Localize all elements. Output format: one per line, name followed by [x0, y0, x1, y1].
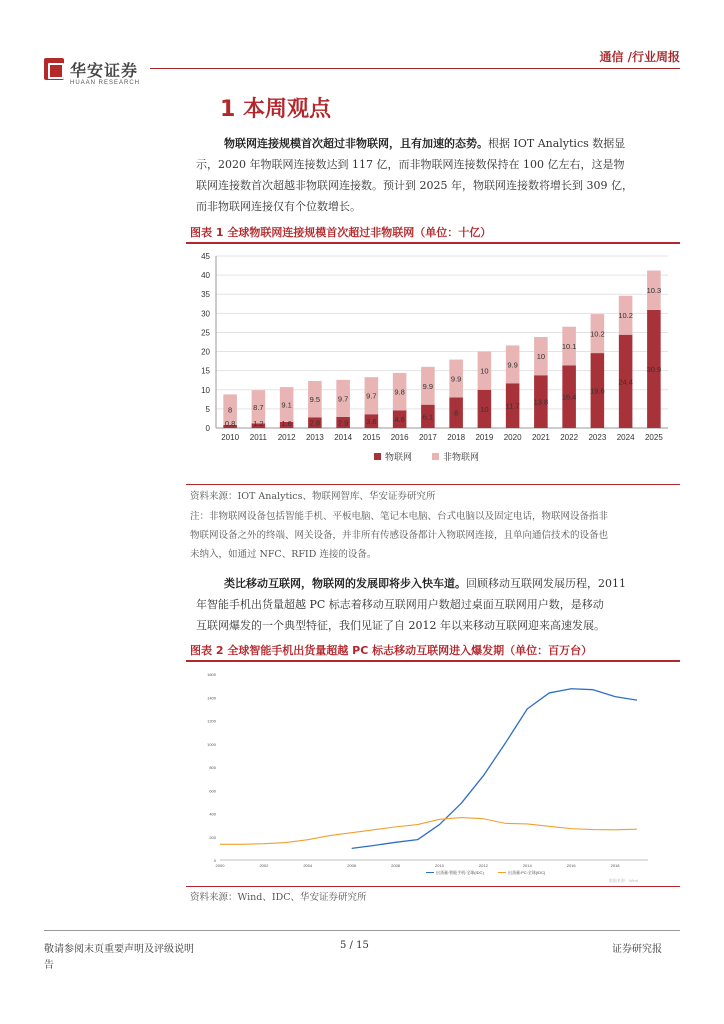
label-non-iot: 9.7 — [337, 394, 349, 404]
chart2-legend — [426, 869, 638, 883]
para1-line4: 而非物联网连接仅有个位数增长。 — [196, 200, 361, 213]
chart1-x-tick-label: 2021 — [531, 433, 550, 442]
para2-line3: 互联网爆发的一个典型特征，我们见证了自 2012 年以来移动互联网迎来高速发展。 — [196, 619, 605, 632]
chart2-x-tick-label: 2018 — [610, 863, 620, 868]
chart1-x-tick-label: 2023 — [588, 433, 607, 442]
label-non-iot: 8.7 — [253, 402, 264, 412]
chart1-x-tick-label: 2017 — [418, 433, 437, 442]
label-iot: 16.4 — [561, 392, 577, 402]
footer-disclaimer-cont: 告 — [44, 960, 54, 971]
para1-line2: 示，2020 年物联网连接数达到 117 亿，而非物联网连接数保持在 100 亿左右，这是物 — [196, 158, 625, 171]
line-pc — [220, 818, 637, 845]
chart1-x-tick-label: 2011 — [249, 433, 267, 442]
legend-swatch-non-iot — [432, 453, 439, 460]
legend-label-smartphone: 出货量:智能手机:全球(IDC) — [436, 870, 484, 875]
line-smartphone — [352, 689, 637, 849]
chart1-y-tick-label: 20 — [201, 347, 210, 357]
label-non-iot: 8 — [228, 405, 233, 415]
chart1-x-tick-label: 2014 — [334, 433, 353, 442]
chart1-y-tick-label: 40 — [201, 271, 210, 281]
figure2-bottom-rule — [186, 886, 680, 887]
para1-bold: 物联网连接规模首次超过非物联网，且有加速的态势。 — [224, 137, 488, 150]
legend-label-iot: 物联网 — [385, 452, 413, 462]
chart1-x-tick-label: 2025 — [644, 433, 663, 442]
figure2-top-rule — [186, 660, 680, 662]
label-iot: 4.6 — [394, 415, 405, 425]
chart1-x-tick-label: 2016 — [390, 433, 409, 442]
label-iot: 10 — [480, 404, 489, 414]
chart1-x-ticks — [221, 433, 663, 442]
chart1-y-tick-label: 10 — [201, 385, 210, 395]
smartphone-pc-shipments-chart — [186, 664, 680, 886]
chart2-x-tick-label: 2012 — [478, 863, 488, 868]
footer-divider — [44, 930, 680, 931]
chart1-x-tick-label: 2022 — [560, 433, 579, 442]
para1-line3: 联网连接数首次超越非物联网连接数。预计到 2025 年，物联网连接数将增长到 309 亿， — [196, 179, 633, 192]
report-category: 通信 /行业周报 — [599, 50, 680, 64]
chart2-y-tick-label: 1000 — [207, 741, 216, 747]
label-iot: 2.8 — [309, 418, 321, 428]
figure2-source: 资料来源：Wind、IDC、华安证券研究所 — [190, 892, 367, 903]
footer-report-type: 证券研究报 — [612, 944, 662, 955]
figure1-note-2: 物联网设备之外的终端、网关设备，并非所有传感设备都计入物联网连接，且单向通信技术的设备也 — [190, 530, 609, 541]
label-iot: 30.9 — [646, 364, 662, 374]
label-iot: 8 — [454, 408, 459, 418]
legend-label-pc: 出货量:PC:全球(IDC) — [508, 870, 546, 875]
para2-line2: 年智能手机出货量超越 PC 标志着移动互联网用户数超过桌面互联网用户数，是移动 — [196, 598, 604, 611]
label-iot: 0.8 — [224, 419, 236, 428]
label-non-iot: 9.7 — [366, 391, 377, 401]
chart1-y-ticks — [201, 252, 210, 433]
label-iot: 2.9 — [337, 418, 349, 428]
chart1-y-tick-label: 15 — [201, 366, 210, 376]
paragraph-2 — [224, 573, 694, 594]
label-non-iot: 10.2 — [590, 329, 605, 339]
chart2-watermark: 数据来源：Wind — [608, 878, 638, 883]
logo-name: 华安证券 — [70, 61, 139, 80]
chart1-y-tick-label: 45 — [201, 252, 210, 261]
para2-line1: 回顾移动互联网发展历程，2011 — [466, 577, 626, 590]
paragraph-1 — [224, 133, 684, 154]
chart1-y-tick-label: 35 — [201, 290, 210, 300]
label-non-iot: 9.8 — [394, 387, 405, 397]
figure1-bottom-rule — [186, 484, 680, 485]
label-non-iot: 9.9 — [422, 381, 434, 391]
chart2-y-tick-label: 800 — [209, 765, 216, 770]
chart1-x-tick-label: 2024 — [616, 433, 635, 442]
label-iot: 24.4 — [618, 377, 633, 387]
label-non-iot: 10.2 — [618, 311, 633, 321]
label-non-iot: 10 — [480, 366, 489, 376]
iot-connections-chart — [186, 246, 680, 480]
label-non-iot: 10.3 — [646, 286, 662, 296]
label-non-iot: 9.9 — [507, 360, 518, 370]
chart2-x-ticks — [216, 863, 621, 868]
figure1-note-3: 未纳入，如通过 NFC、RFID 连接的设备。 — [190, 549, 377, 560]
label-iot: 1.6 — [281, 419, 292, 428]
chart2-y-ticks — [207, 672, 217, 863]
logo-icon — [44, 58, 64, 80]
chart1-legend — [374, 451, 479, 462]
figure1-top-rule — [186, 242, 680, 244]
label-iot: 13.8 — [533, 397, 549, 407]
legend-label-non-iot: 非物联网 — [443, 452, 480, 462]
label-iot: 11.7 — [505, 401, 520, 411]
chart1-y-tick-label: 25 — [201, 328, 210, 338]
chart1-x-tick-label: 2015 — [362, 433, 381, 442]
legend-swatch-iot — [374, 453, 381, 460]
chart2-y-tick-label: 1400 — [207, 695, 216, 701]
section-title: 1 本周观点 — [220, 97, 331, 122]
chart2-x-tick-label: 2004 — [303, 863, 313, 868]
chart2-x-tick-label: 2016 — [566, 863, 576, 868]
label-iot: 6.1 — [422, 412, 434, 422]
label-iot: 19.6 — [590, 386, 605, 396]
chart1-x-tick-label: 2010 — [221, 433, 240, 442]
chart2-x-tick-label: 2010 — [435, 863, 444, 868]
figure1-note-1: 注：非物联网设备包括智能手机、平板电脑、笔记本电脑、台式电脑以及固定电话，物联网设备指非 — [190, 511, 609, 522]
page-number: 5 / 15 — [340, 940, 369, 951]
chart1-x-tick-label: 2013 — [305, 433, 324, 442]
chart1-y-tick-label: 0 — [205, 424, 210, 433]
chart2-x-tick-label: 2008 — [391, 863, 401, 868]
chart2-x-tick-label: 2002 — [259, 863, 269, 868]
label-non-iot: 9.9 — [450, 374, 462, 384]
chart2-x-tick-label: 2000 — [215, 863, 225, 868]
label-iot: 1.2 — [253, 419, 264, 428]
footer-disclaimer: 敬请参阅末页重要声明及评级说明 — [44, 944, 194, 955]
header-divider — [150, 68, 680, 69]
figure1-title: 图表 1 全球物联网连接规模首次超过非物联网（单位：十亿） — [190, 226, 492, 239]
chart1-x-tick-label: 2012 — [277, 433, 296, 442]
label-non-iot: 9.5 — [309, 395, 321, 405]
chart1-y-tick-label: 5 — [205, 404, 210, 414]
label-iot: 3.6 — [366, 417, 377, 427]
chart2-x-tick-label: 2014 — [522, 863, 532, 868]
label-non-iot: 10.1 — [561, 342, 577, 352]
chart1-x-tick-label: 2018 — [447, 433, 466, 442]
logo-subtitle: HUAAN RESEARCH — [70, 80, 141, 86]
label-non-iot: 9.1 — [281, 400, 292, 410]
chart2-y-tick-label: 1600 — [207, 672, 216, 677]
label-non-iot: 10 — [536, 352, 546, 362]
figure2-title: 图表 2 全球智能手机出货量超越 PC 标志移动互联网进入爆发期（单位：百万台） — [190, 644, 593, 657]
chart1-x-tick-label: 2019 — [475, 433, 494, 442]
chart2-y-tick-label: 0 — [213, 858, 216, 863]
para2-bold: 类比移动互联网，物联网的发展即将步入快车道。 — [224, 577, 466, 590]
chart2-y-tick-label: 400 — [209, 811, 216, 817]
chart2-lines — [220, 689, 637, 849]
chart1-y-tick-label: 30 — [201, 309, 210, 319]
chart2-y-tick-label: 200 — [209, 834, 216, 840]
para1-line1: 根据 IOT Analytics 数据显 — [488, 137, 626, 150]
chart1-x-tick-label: 2020 — [503, 433, 522, 442]
figure1-source: 资料来源：IOT Analytics、物联网智库、华安证券研究所 — [190, 491, 436, 502]
chart2-y-tick-label: 600 — [209, 788, 216, 794]
chart2-y-tick-label: 1200 — [207, 718, 216, 724]
chart2-x-tick-label: 2006 — [347, 863, 357, 868]
